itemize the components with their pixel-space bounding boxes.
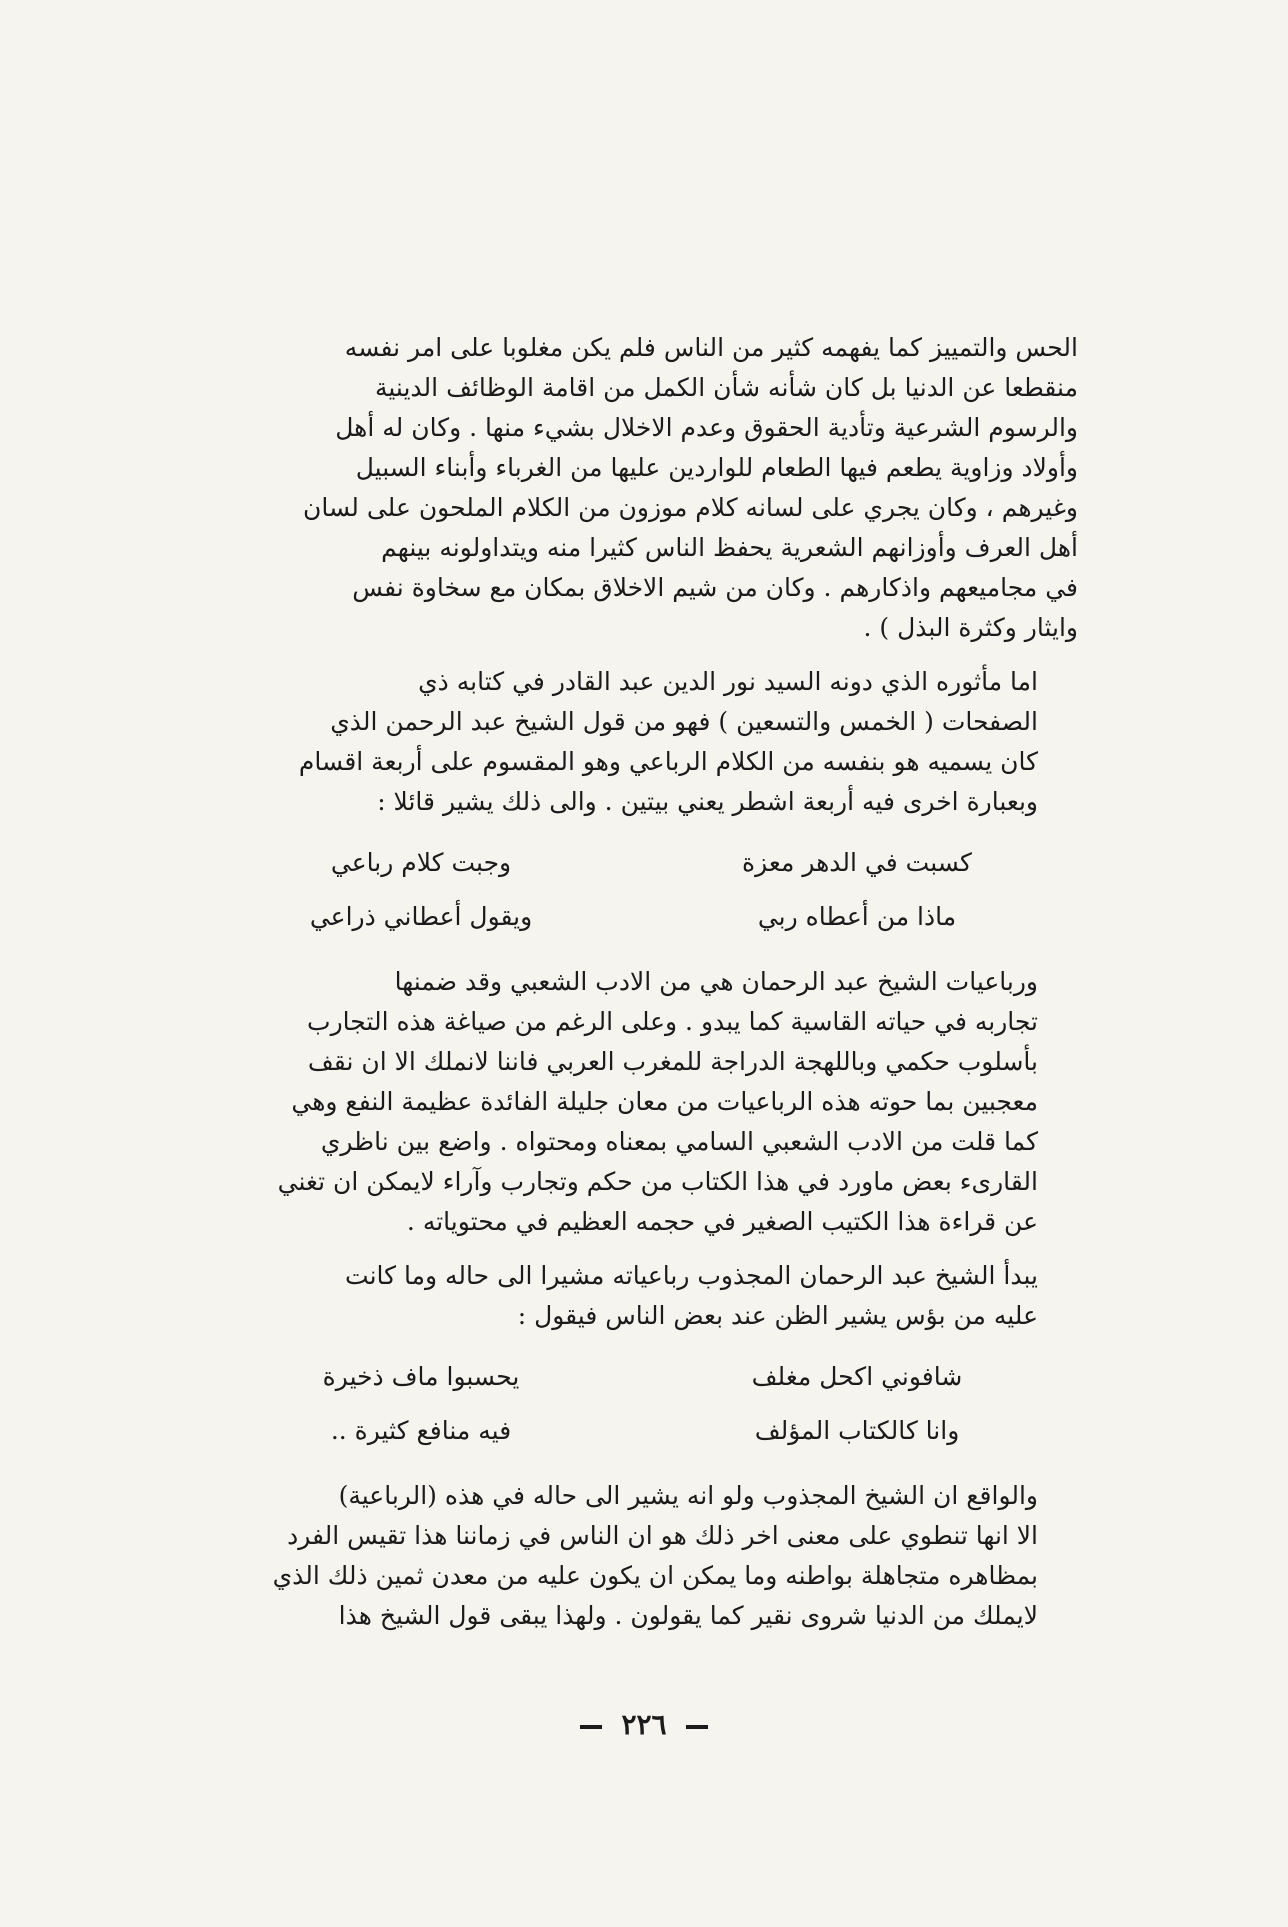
- verse-row: [200, 836, 1078, 890]
- text-line: منقطعا عن الدنيا بل كان شأنه شأن الكمل من اقامة الوظائف الدينية: [374, 373, 1078, 402]
- text-line: ورباعيات الشيخ عبد الرحمان هي من الادب الشعبي وقد ضمنها: [394, 967, 1038, 996]
- text-line: وغيرهم ، وكان يجري على لسانه كلام موزون من الكلام الملحون على لسان: [303, 493, 1078, 522]
- text-line: كان يسميه هو بنفسه من الكلام الرباعي وهو المقسوم على أربعة اقسام: [298, 747, 1038, 776]
- text-line: عن قراءة هذا الكتيب الصغير في حجمه العظيم في محتوياته .: [406, 1207, 1038, 1236]
- paragraph-2: [200, 662, 1078, 822]
- paragraph-4: [200, 1256, 1078, 1336]
- text-line: معجبين بما حوته هذه الرباعيات من معان جليلة الفائدة عظيمة النفع وهي: [291, 1087, 1038, 1116]
- text-line: عليه من بؤس يشير الظن عند بعض الناس فيقول :: [517, 1301, 1038, 1330]
- page-number: [0, 1708, 1288, 1741]
- text-line: تجاربه في حياته القاسية كما يبدو . وعلى الرغم من صياغة هذه التجارب: [307, 1007, 1038, 1036]
- page-body: [200, 328, 1078, 1650]
- text-line: الحس والتمييز كما يفهمه كثير من الناس فلم يكن مغلوبا على امر نفسه: [344, 333, 1078, 362]
- dash-decoration: [580, 1725, 602, 1729]
- text-line: في مجاميعهم واذكارهم . وكان من شيم الاخلاق بمكان مع سخاوة نفس: [352, 573, 1078, 602]
- verse-row: [200, 1350, 1078, 1404]
- verse-right-hemistich: وانا كالكتاب المؤلف: [754, 1416, 960, 1445]
- text-line: يبدأ الشيخ عبد الرحمان المجذوب رباعياته مشيرا الى حاله وما كانت: [345, 1261, 1038, 1290]
- paragraph-1: [200, 328, 1078, 648]
- paragraph-3: [200, 962, 1078, 1242]
- verse-left-hemistich: وجبت كلام رباعي: [330, 848, 512, 877]
- text-line: اما مأثوره الذي دونه السيد نور الدين عبد القادر في كتابه ذي: [418, 667, 1038, 696]
- verse-row: [200, 890, 1078, 944]
- text-line: لايملك من الدنيا شروى نقير كما يقولون . ولهذا يبقى قول الشيخ هذا: [338, 1601, 1038, 1630]
- verse-right-hemistich: شافوني اكحل مغلف: [751, 1362, 963, 1391]
- text-line: أهل العرف وأوزانهم الشعرية يحفظ الناس كثيرا منه ويتداولونه بينهم: [381, 533, 1078, 562]
- text-line: الا انها تنطوي على معنى اخر ذلك هو ان الناس في زماننا هذا تقيس الفرد: [287, 1521, 1038, 1550]
- text-line: القارىء بعض ماورد في هذا الكتاب من حكم وتجارب وآراء لايمكن ان تغني: [277, 1167, 1038, 1196]
- text-line: والواقع ان الشيخ المجذوب ولو انه يشير الى حاله في هذه (الرباعية): [338, 1481, 1038, 1510]
- text-line: وايثار وكثرة البذل ) .: [863, 613, 1078, 642]
- page-number-text: ٢٢٦: [621, 1708, 667, 1741]
- text-line: وأولاد وزاوية يطعم فيها الطعام للواردين عليها من الغرباء وأبناء السبيل: [355, 453, 1078, 482]
- verse-right-hemistich: ماذا من أعطاه ربي: [757, 902, 957, 931]
- verse-left-hemistich: فيه منافع كثيرة ..: [330, 1416, 512, 1445]
- verse-block-2: [200, 1350, 1078, 1458]
- text-line: بمظاهره متجاهلة بواطنه وما يمكن ان يكون عليه من معدن ثمين ذلك الذي: [272, 1561, 1038, 1590]
- text-line: بأسلوب حكمي وباللهجة الدراجة للمغرب العربي فاننا لانملك الا ان نقف: [307, 1047, 1038, 1076]
- verse-left-hemistich: ويقول أعطاني ذراعي: [309, 902, 533, 931]
- dash-decoration: [686, 1725, 708, 1729]
- verse-right-hemistich: كسبت في الدهر معزة: [742, 848, 972, 877]
- verse-row: [200, 1404, 1078, 1458]
- paragraph-5: [200, 1476, 1078, 1636]
- verse-left-hemistich: يحسبوا ماف ذخيرة: [322, 1362, 520, 1391]
- verse-block-1: [200, 836, 1078, 944]
- text-line: الصفحات ( الخمس والتسعين ) فهو من قول الشيخ عبد الرحمن الذي: [330, 707, 1038, 736]
- text-line: وبعبارة اخرى فيه أربعة اشطر يعني بيتين . والى ذلك يشير قائلا :: [377, 787, 1038, 816]
- text-line: والرسوم الشرعية وتأدية الحقوق وعدم الاخلال بشيء منها . وكان له أهل: [335, 413, 1078, 442]
- text-line: كما قلت من الادب الشعبي السامي بمعناه ومحتواه . واضع بين ناظري: [320, 1127, 1038, 1156]
